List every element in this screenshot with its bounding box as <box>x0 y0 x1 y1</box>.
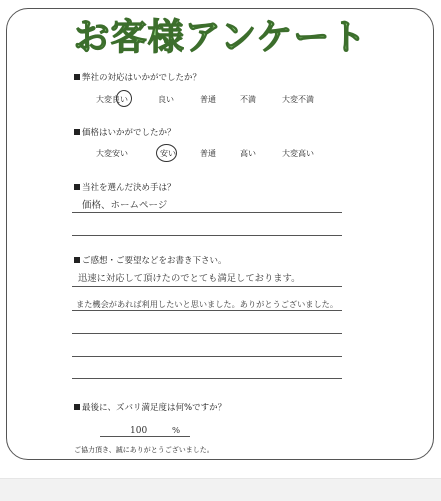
q1-option-dissatisfied[interactable]: 不満 <box>240 95 256 104</box>
page-bottom-bar <box>0 478 441 501</box>
q4-answer-line-1 <box>72 286 342 287</box>
q3-answer-line-1 <box>72 212 342 213</box>
q5-handwritten-value: 100 <box>130 426 148 436</box>
q3-handwritten-answer: 価格、ホームページ <box>82 200 168 211</box>
q4-answer-line-5 <box>72 378 342 379</box>
q4-answer-line-2 <box>72 310 342 311</box>
q5-answer-line <box>100 436 190 437</box>
thank-you-footer: ご協力頂き、誠にありがとうございました。 <box>74 446 214 454</box>
survey-card <box>6 8 434 460</box>
question-2-label: 価格はいかがでしたか？ <box>74 127 176 139</box>
q1-option-very-dissatisfied[interactable]: 大変不満 <box>282 95 314 104</box>
q2-option-very-expensive[interactable]: 大変高い <box>282 149 314 158</box>
question-4-label: ご感想・ご要望などをお書き下さい。 <box>74 255 227 267</box>
square-bullet-icon <box>74 404 80 410</box>
q2-option-cheap[interactable]: 安い <box>160 149 176 158</box>
q2-option-very-cheap[interactable]: 大変安い <box>96 149 128 158</box>
square-bullet-icon <box>74 184 80 190</box>
q4-handwritten-line-2: また機会があれば利用したいと思いました。ありがとうございました。 <box>76 299 339 309</box>
q2-option-normal[interactable]: 普通 <box>200 149 216 158</box>
q1-option-normal[interactable]: 普通 <box>200 95 216 104</box>
q2-option-expensive[interactable]: 高い <box>240 149 256 158</box>
question-3-label: 当社を選んだ決め手は？ <box>74 182 176 194</box>
q3-answer-line-2 <box>72 235 342 236</box>
q5-unit: % <box>172 426 181 436</box>
question-1-label: 弊社の対応はいかがでしたか？ <box>74 72 201 84</box>
square-bullet-icon <box>74 257 80 263</box>
question-5-label: 最後に、ズバリ満足度は何%ですか？ <box>74 402 226 414</box>
square-bullet-icon <box>74 129 80 135</box>
q1-selection-circle-icon <box>116 90 132 107</box>
survey-title: お客様アンケート <box>73 17 368 58</box>
q4-answer-line-3 <box>72 333 342 334</box>
q2-selection-circle-icon <box>156 144 177 162</box>
q1-option-very-good[interactable]: 大変良い <box>96 95 128 104</box>
q4-answer-line-4 <box>72 356 342 357</box>
q1-option-good[interactable]: 良い <box>158 95 174 104</box>
square-bullet-icon <box>74 74 80 80</box>
q4-handwritten-line-1: 迅速に対応して頂けたのでとても満足しております。 <box>78 273 301 284</box>
